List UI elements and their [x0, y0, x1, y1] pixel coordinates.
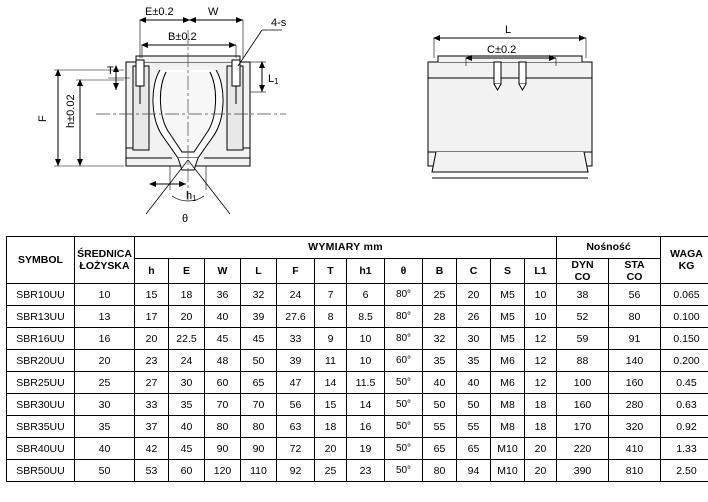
- cell-sta: 140: [609, 350, 661, 372]
- cell-E: 30: [169, 372, 205, 394]
- subheader-h: h: [135, 259, 169, 284]
- cell-T: 14: [315, 372, 347, 394]
- technical-drawing: [0, 0, 708, 228]
- cell-L: 70: [241, 394, 277, 416]
- cell-W: 45: [205, 328, 241, 350]
- cell-h1: 10: [347, 328, 385, 350]
- subheader-l: L: [241, 259, 277, 284]
- cell-theta: 50°: [385, 394, 423, 416]
- cell-L1: 18: [525, 394, 557, 416]
- cell-E: 40: [169, 416, 205, 438]
- subheader-sta-co: [609, 259, 661, 284]
- cell-L: 32: [241, 284, 277, 306]
- cell-theta: 50°: [385, 416, 423, 438]
- cell-L: 90: [241, 438, 277, 460]
- table-row: [7, 416, 708, 438]
- cell-sta: 80: [609, 306, 661, 328]
- cell-T: 7: [315, 284, 347, 306]
- cell-d: 50: [75, 460, 135, 482]
- cell-waga: 2.50: [661, 460, 708, 482]
- cell-sta: 320: [609, 416, 661, 438]
- cell-theta: 80°: [385, 306, 423, 328]
- cell-S: M5: [491, 328, 525, 350]
- cell-B: 80: [423, 460, 457, 482]
- dim-label-w: W: [208, 6, 219, 18]
- table-row: [7, 284, 708, 306]
- cell-sta: 810: [609, 460, 661, 482]
- cell-L1: 10: [525, 284, 557, 306]
- cell-sta: 56: [609, 284, 661, 306]
- cell-dyn: 52: [557, 306, 609, 328]
- cell-d: 35: [75, 416, 135, 438]
- cell-h1: 11.5: [347, 372, 385, 394]
- cell-symbol: SBR50UU: [7, 460, 75, 482]
- cell-h1: 8.5: [347, 306, 385, 328]
- cell-dyn: 100: [557, 372, 609, 394]
- cell-waga: 0.150: [661, 328, 708, 350]
- cell-d: 25: [75, 372, 135, 394]
- header-waga: [661, 237, 708, 284]
- cell-S: M8: [491, 416, 525, 438]
- cell-T: 11: [315, 350, 347, 372]
- cell-waga: 0.92: [661, 416, 708, 438]
- cell-h: 17: [135, 306, 169, 328]
- cell-F: 33: [277, 328, 315, 350]
- cell-dyn: 160: [557, 394, 609, 416]
- cell-h: 23: [135, 350, 169, 372]
- cell-symbol: SBR40UU: [7, 438, 75, 460]
- cell-dyn: 220: [557, 438, 609, 460]
- cell-dyn: 88: [557, 350, 609, 372]
- cell-B: 55: [423, 416, 457, 438]
- cell-h: 53: [135, 460, 169, 482]
- cell-W: 90: [205, 438, 241, 460]
- dim-label-h: h±0.02: [65, 94, 77, 128]
- subheader-e: E: [169, 259, 205, 284]
- table-row: [7, 372, 708, 394]
- cell-h1: 6: [347, 284, 385, 306]
- cell-dyn: 390: [557, 460, 609, 482]
- cell-C: 40: [457, 372, 491, 394]
- cell-symbol: SBR25UU: [7, 372, 75, 394]
- cell-C: 30: [457, 328, 491, 350]
- cell-waga: 0.45: [661, 372, 708, 394]
- cell-L: 39: [241, 306, 277, 328]
- dim-label-t: T: [107, 65, 114, 77]
- cell-L1: 10: [525, 306, 557, 328]
- cell-h1: 14: [347, 394, 385, 416]
- cell-B: 35: [423, 350, 457, 372]
- cell-C: 94: [457, 460, 491, 482]
- cell-sta: 91: [609, 328, 661, 350]
- cell-L: 110: [241, 460, 277, 482]
- cell-theta: 50°: [385, 438, 423, 460]
- dim-label-f: F: [37, 115, 49, 122]
- cell-symbol: SBR20UU: [7, 350, 75, 372]
- cell-F: 72: [277, 438, 315, 460]
- subheader-f: F: [277, 259, 315, 284]
- subheader-sta-line2: CO: [626, 271, 643, 284]
- cell-waga: 0.200: [661, 350, 708, 372]
- header-srednica-line1: ŚREDNICA: [77, 248, 132, 260]
- cell-L1: 20: [525, 438, 557, 460]
- cell-S: M6: [491, 350, 525, 372]
- cell-W: 80: [205, 416, 241, 438]
- cell-L1: 12: [525, 328, 557, 350]
- cell-C: 65: [457, 438, 491, 460]
- cell-B: 25: [423, 284, 457, 306]
- cell-theta: 80°: [385, 328, 423, 350]
- cell-C: 50: [457, 394, 491, 416]
- cell-E: 45: [169, 438, 205, 460]
- cell-T: 18: [315, 416, 347, 438]
- dim-label-theta: θ: [182, 213, 189, 225]
- cell-h: 33: [135, 394, 169, 416]
- cell-d: 40: [75, 438, 135, 460]
- cell-L1: 18: [525, 416, 557, 438]
- cell-E: 24: [169, 350, 205, 372]
- dim-label-l1: L1: [268, 73, 279, 86]
- cell-F: 92: [277, 460, 315, 482]
- cell-symbol: SBR16UU: [7, 328, 75, 350]
- table-header-row-1: [7, 237, 708, 259]
- cell-B: 65: [423, 438, 457, 460]
- cell-theta: 50°: [385, 460, 423, 482]
- subheader-w: W: [205, 259, 241, 284]
- dim-label-h1: h1: [186, 190, 197, 203]
- cell-theta: 60°: [385, 350, 423, 372]
- cell-theta: 80°: [385, 284, 423, 306]
- cell-S: M10: [491, 438, 525, 460]
- cell-h1: 10: [347, 350, 385, 372]
- cell-B: 40: [423, 372, 457, 394]
- cell-waga: 0.100: [661, 306, 708, 328]
- cell-symbol: SBR10UU: [7, 284, 75, 306]
- cell-L1: 20: [525, 460, 557, 482]
- cell-d: 13: [75, 306, 135, 328]
- table-row: [7, 460, 708, 482]
- subheader-l1: L1: [525, 259, 557, 284]
- cell-symbol: SBR35UU: [7, 416, 75, 438]
- table-row: [7, 350, 708, 372]
- cell-dyn: 59: [557, 328, 609, 350]
- header-wymiary: WYMIARY mm: [135, 237, 557, 259]
- cell-L: 80: [241, 416, 277, 438]
- cell-L: 50: [241, 350, 277, 372]
- cell-T: 15: [315, 394, 347, 416]
- cell-T: 9: [315, 328, 347, 350]
- table-row: [7, 306, 708, 328]
- cell-symbol: SBR13UU: [7, 306, 75, 328]
- cell-d: 30: [75, 394, 135, 416]
- cell-h: 20: [135, 328, 169, 350]
- cell-W: 40: [205, 306, 241, 328]
- subheader-c: C: [457, 259, 491, 284]
- cell-F: 56: [277, 394, 315, 416]
- cell-L: 65: [241, 372, 277, 394]
- cell-S: M6: [491, 372, 525, 394]
- subheader-sta-line1: STA: [624, 259, 645, 271]
- specification-table: [6, 236, 702, 482]
- cell-W: 70: [205, 394, 241, 416]
- cell-waga: 0.63: [661, 394, 708, 416]
- cell-T: 25: [315, 460, 347, 482]
- cell-C: 20: [457, 284, 491, 306]
- subheader-dyn-co: [557, 259, 609, 284]
- cell-d: 20: [75, 350, 135, 372]
- cell-sta: 160: [609, 372, 661, 394]
- cell-T: 20: [315, 438, 347, 460]
- cell-h: 42: [135, 438, 169, 460]
- cell-h: 15: [135, 284, 169, 306]
- cell-W: 120: [205, 460, 241, 482]
- header-srednica-line2: ŁOŻYSKA: [79, 260, 130, 273]
- cell-h: 37: [135, 416, 169, 438]
- cell-theta: 50°: [385, 372, 423, 394]
- cell-waga: 0.065: [661, 284, 708, 306]
- subheader-b: B: [423, 259, 457, 284]
- cell-sta: 280: [609, 394, 661, 416]
- cell-W: 48: [205, 350, 241, 372]
- cell-F: 39: [277, 350, 315, 372]
- table-row: [7, 328, 708, 350]
- cell-T: 8: [315, 306, 347, 328]
- cell-B: 28: [423, 306, 457, 328]
- cell-L1: 12: [525, 350, 557, 372]
- cell-dyn: 170: [557, 416, 609, 438]
- cell-F: 63: [277, 416, 315, 438]
- cell-W: 60: [205, 372, 241, 394]
- cell-h: 27: [135, 372, 169, 394]
- cell-h1: 19: [347, 438, 385, 460]
- subheader-h1: h1: [347, 259, 385, 284]
- subheader-theta: θ: [385, 259, 423, 284]
- cell-sta: 410: [609, 438, 661, 460]
- table-row: [7, 394, 708, 416]
- subheader-s: S: [491, 259, 525, 284]
- cell-h1: 23: [347, 460, 385, 482]
- header-symbol: SYMBOL: [7, 237, 75, 284]
- header-nosnosc: Nośność: [557, 237, 661, 259]
- cell-E: 35: [169, 394, 205, 416]
- cell-F: 24: [277, 284, 315, 306]
- header-waga-line1: WAGA: [670, 248, 703, 260]
- cell-E: 60: [169, 460, 205, 482]
- cell-S: M8: [491, 394, 525, 416]
- cell-S: M10: [491, 460, 525, 482]
- cell-C: 26: [457, 306, 491, 328]
- cell-h1: 16: [347, 416, 385, 438]
- subheader-dyn-line1: DYN: [571, 259, 594, 271]
- cell-S: M5: [491, 284, 525, 306]
- dim-label-b: B±0.2: [168, 31, 197, 43]
- dim-label-e: E±0.2: [145, 6, 174, 18]
- cell-F: 47: [277, 372, 315, 394]
- subheader-t: T: [315, 259, 347, 284]
- cell-E: 20: [169, 306, 205, 328]
- cell-dyn: 38: [557, 284, 609, 306]
- cell-W: 36: [205, 284, 241, 306]
- dim-label-4s: 4-s: [271, 17, 287, 29]
- cell-B: 50: [423, 394, 457, 416]
- cell-L: 45: [241, 328, 277, 350]
- subheader-dyn-line2: CO: [574, 271, 591, 284]
- dim-label-c: C±0.2: [487, 44, 517, 56]
- cell-C: 35: [457, 350, 491, 372]
- cell-L1: 12: [525, 372, 557, 394]
- cell-C: 55: [457, 416, 491, 438]
- cell-d: 10: [75, 284, 135, 306]
- cell-F: 27.6: [277, 306, 315, 328]
- cell-symbol: SBR30UU: [7, 394, 75, 416]
- header-waga-line2: KG: [678, 260, 695, 273]
- table-row: [7, 438, 708, 460]
- cell-E: 22.5: [169, 328, 205, 350]
- cell-E: 18: [169, 284, 205, 306]
- cell-B: 32: [423, 328, 457, 350]
- header-srednica: [75, 237, 135, 284]
- cell-waga: 1.33: [661, 438, 708, 460]
- cell-d: 16: [75, 328, 135, 350]
- table-body: [7, 284, 708, 482]
- dim-label-l: L: [505, 24, 512, 36]
- cell-S: M5: [491, 306, 525, 328]
